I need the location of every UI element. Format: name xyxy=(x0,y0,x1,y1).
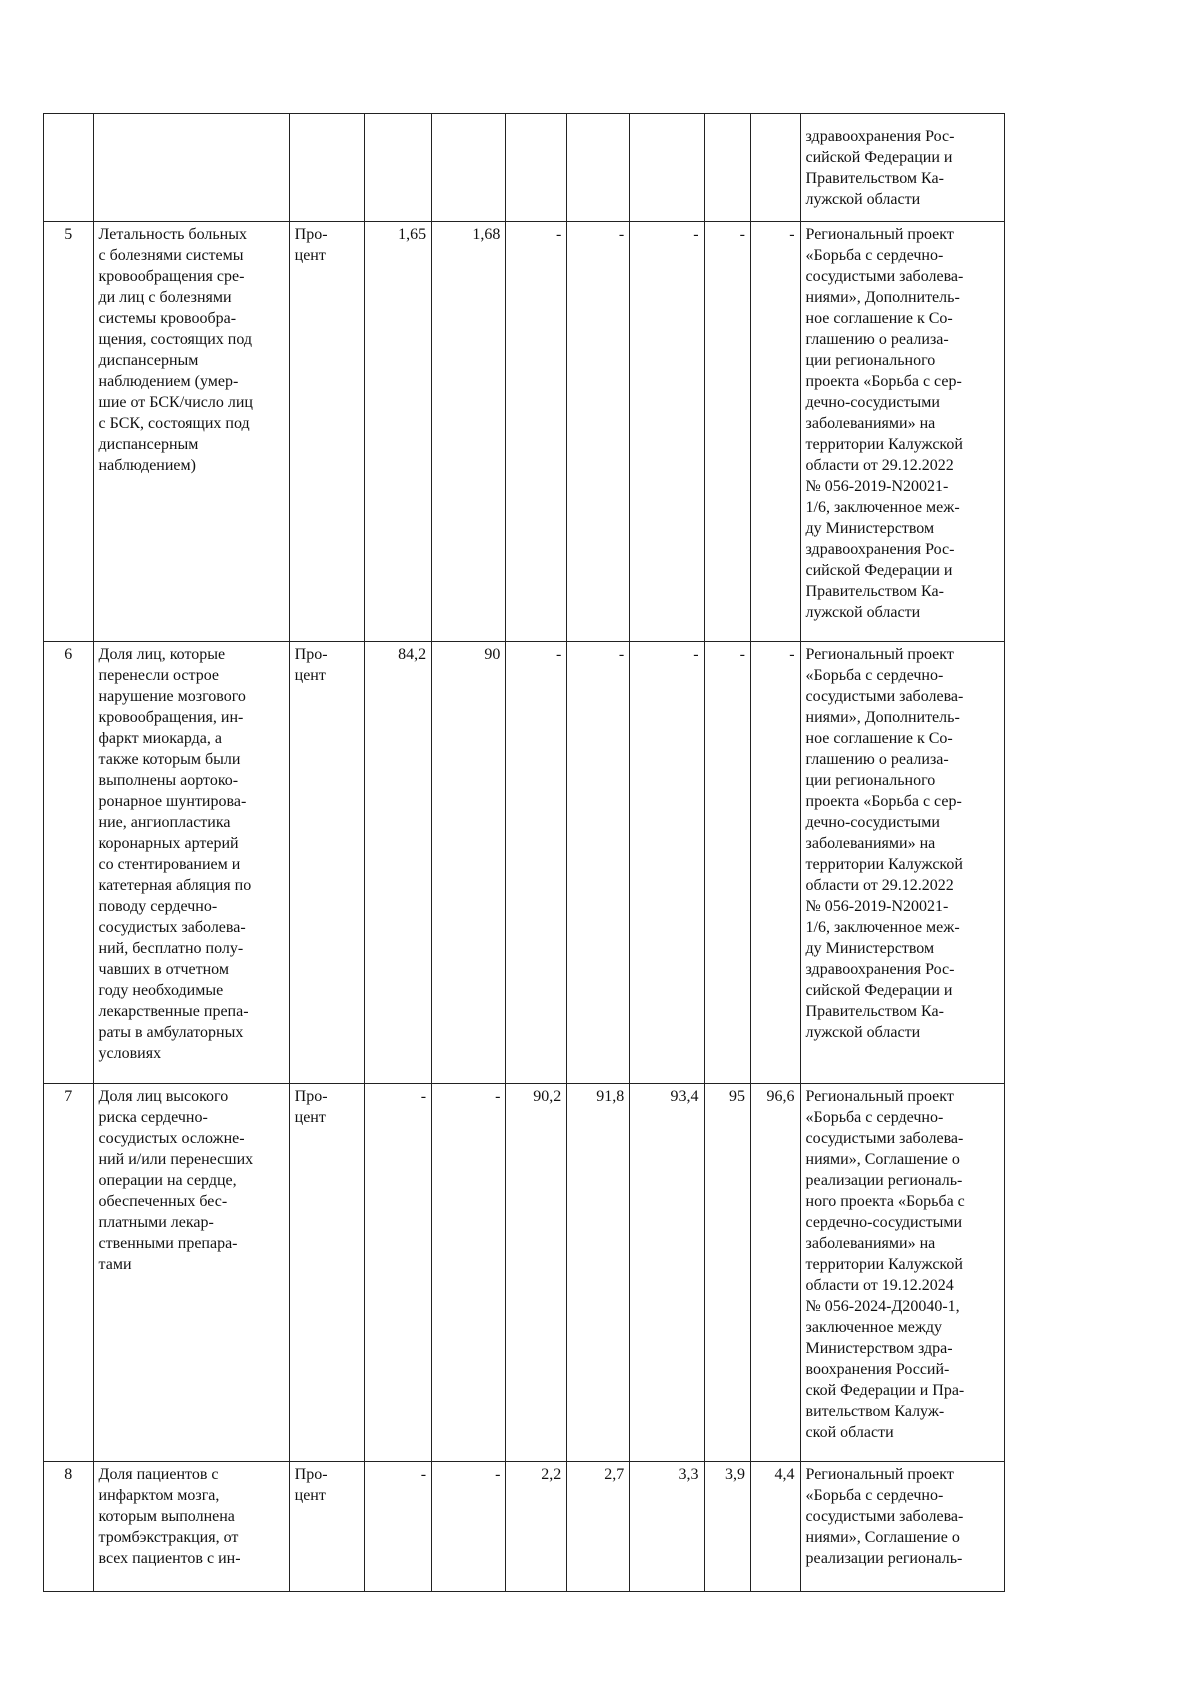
indicator-name: Доля пациентов с инфарктом мозга, которым выполнена тромбэкстракция, от всех пациентов с ин- xyxy=(93,1462,289,1592)
value-cell: - xyxy=(630,222,704,642)
indicator-name: Летальность больных с болезнями системы кровообращения сре- ди лиц с болезнями системы кровообра- щения, состоящих под диспансерным наблюдением (умер- шие от БСК/число лиц с БСК, состоящих под диспансерным наблюдением) xyxy=(93,222,289,642)
value-cell: - xyxy=(432,1462,506,1592)
unit-cell: Про- цент xyxy=(289,222,364,642)
value-cell: - xyxy=(567,642,630,1084)
table-row xyxy=(44,1084,1005,1462)
unit-cell: Про- цент xyxy=(289,642,364,1084)
value-cell: 90,2 xyxy=(506,1084,567,1462)
value-cell: 3,9 xyxy=(704,1462,750,1592)
value-cell: 2,2 xyxy=(506,1462,567,1592)
value-cell: 2,7 xyxy=(567,1462,630,1592)
table-row xyxy=(44,1462,1005,1592)
value-cell: - xyxy=(567,222,630,642)
value-cell: - xyxy=(364,1084,431,1462)
value-cell: - xyxy=(506,642,567,1084)
row-number: 5 xyxy=(44,222,94,642)
value-cell: 1,65 xyxy=(364,222,431,642)
value-cell: 93,4 xyxy=(630,1084,704,1462)
indicator-name: Доля лиц высокого риска сердечно- сосудистых осложне- ний и/или перенесших операции на сердце, обеспеченных бес- платными лекар- ственными препара- тами xyxy=(93,1084,289,1462)
value-cell: - xyxy=(704,642,750,1084)
value-cell: - xyxy=(364,1462,431,1592)
source-cell: Региональный проект «Борьба с сердечно- сосудистыми заболева- ниями», Соглашение о реализации региональ- ного проекта «Борьба с сердечно-сосудистыми заболеваниями» на территории Калужской области от 19.12.2024 № 056-2024-Д20040-1, заключенное между Министерством здра- воохранения Россий- ской Федерации и Пра- вительством Калуж- ской области xyxy=(800,1084,1004,1462)
row-number: 7 xyxy=(44,1084,94,1462)
table-row-continuation xyxy=(44,114,1005,222)
value-cell: - xyxy=(630,642,704,1084)
table-row xyxy=(44,222,1005,642)
value-cell: 84,2 xyxy=(364,642,431,1084)
value-cell: - xyxy=(506,222,567,642)
value-cell: 91,8 xyxy=(567,1084,630,1462)
value-cell: 90 xyxy=(432,642,506,1084)
value-cell: - xyxy=(432,1084,506,1462)
value-cell: - xyxy=(750,222,800,642)
unit-cell: Про- цент xyxy=(289,1462,364,1592)
source-cell: Региональный проект «Борьба с сердечно- сосудистыми заболева- ниями», Дополнитель- ное соглашение к Со- глашению о реализа- ции регионального проекта «Борьба с сер- дечно-сосудистыми заболеваниями» на территории Калужской области от 29.12.2022 № 056-2019-N20021- 1/6, заключенное меж- ду Министерством здравоохранения Рос- сийской Федерации и Правительством Ка- лужской области xyxy=(800,642,1004,1084)
source-cell: Региональный проект «Борьба с сердечно- сосудистыми заболева- ниями», Дополнитель- ное соглашение к Со- глашению о реализа- ции регионального проекта «Борьба с сер- дечно-сосудистыми заболеваниями» на территории Калужской области от 29.12.2022 № 056-2019-N20021- 1/6, заключенное меж- ду Министерством здравоохранения Рос- сийской Федерации и Правительством Ка- лужской области xyxy=(800,222,1004,642)
value-cell: 4,4 xyxy=(750,1462,800,1592)
row-number: 8 xyxy=(44,1462,94,1592)
source-cell: здравоохранения Рос- сийской Федерации и Правительством Ка- лужской области xyxy=(800,114,1004,222)
table-row xyxy=(44,642,1005,1084)
value-cell: 95 xyxy=(704,1084,750,1462)
value-cell: - xyxy=(750,642,800,1084)
indicators-table xyxy=(43,113,1005,1592)
unit-cell: Про- цент xyxy=(289,1084,364,1462)
value-cell: - xyxy=(704,222,750,642)
indicator-name: Доля лиц, которые перенесли острое нарушение мозгового кровообращения, ин- фаркт миокарда, а также которым были выполнены аортоко- ронарное шунтирова- ние, ангиопластика коронарных артерий со стентированием и катетерная абляция по поводу сердечно- сосудистых заболева- ний, бесплатно полу- чавших в отчетном году необходимые лекарственные препа- раты в амбулаторных условиях xyxy=(93,642,289,1084)
row-number: 6 xyxy=(44,642,94,1084)
source-cell: Региональный проект «Борьба с сердечно- сосудистыми заболева- ниями», Соглашение о реализации региональ- xyxy=(800,1462,1004,1592)
value-cell: 3,3 xyxy=(630,1462,704,1592)
value-cell: 96,6 xyxy=(750,1084,800,1462)
value-cell: 1,68 xyxy=(432,222,506,642)
